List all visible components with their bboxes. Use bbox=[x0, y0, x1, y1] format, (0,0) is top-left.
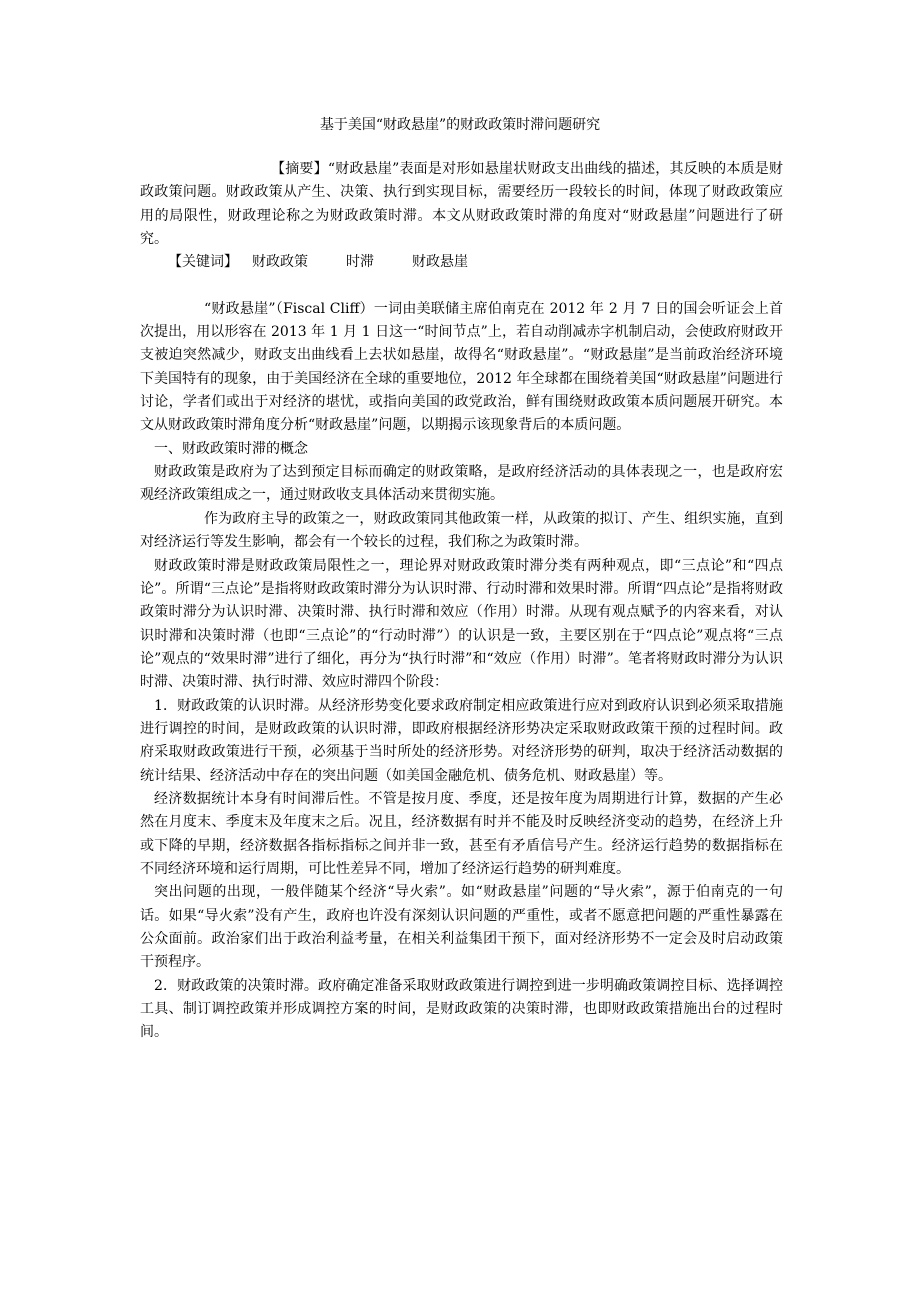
document-title: 基于美国“财政悬崖”的财政政策时滞问题研究 bbox=[319, 117, 601, 133]
keyword-item: 财政悬崖 bbox=[412, 254, 468, 271]
spacer bbox=[140, 275, 783, 298]
abstract-paragraph: 【摘要】“财政悬崖”表面是对形如悬崖状财政支出曲线的描述，其反映的本质是财政政策问题。财政政策从产生、决策、执行到实现目标，需要经历一段较长的时间，体现了财政政策应用的局限性，财政理论称之为财政政策时滞。本文从财政政策时滞的角度对“财政悬崖”问题进行了研究。 bbox=[140, 161, 783, 248]
keywords-line bbox=[140, 251, 783, 274]
keywords-label: 【关键词】 bbox=[168, 254, 238, 271]
keyword-item: 时滞 bbox=[346, 254, 374, 271]
body-paragraph: 财政政策时滞是财政政策局限性之一，理论界对财政政策时滞分类有两种观点，即“三点论”和“四点论”。所谓“三点论”是指将财政政策时滞分为认识时滞、行动时滞和效果时滞。所谓“四点论”是指将财政政策时滞分为认识时滞、决策时滞、执行时滞和效应（作用）时滞。从现有观点赋予的内容来看，对认识时滞和决策时滞（也即“三点论”的“行动时滞”）的认识是一致，主要区别在于“四点论”观点将“三点论”观点的“效果时滞”进行了细化，再分为“执行时滞”和“效应（作用）时滞”。笔者将财政时滞分为认识时滞、决策时滞、执行时滞、效应时滞四个阶段： bbox=[140, 557, 783, 691]
body-paragraph: 作为政府主导的政策之一，财政政策同其他政策一样，从政策的拟订、产生、组织实施，直到对经济运行等发生影响，都会有一个较长的过程，我们称之为政策时滞。 bbox=[140, 510, 783, 551]
body-paragraph: 财政政策是政府为了达到预定目标而确定的财政策略，是政府经济活动的具体表现之一，也是政府宏观经济政策组成之一，通过财政收支具体活动来贯彻实施。 bbox=[140, 464, 783, 504]
intro-paragraph: “财政悬崖”（Fiscal Cliff）一词由美联储主席伯南克在 2012 年 2 月 7 日的国会听证会上首次提出，用以形容在 2013 年 1 月 1 日这一“时间节点”上，若自动削减赤字机制启动，会使政府财政开支被迫突然减少，财政支出曲线看上去状如悬崖，故得名“财政悬崖”。“财政悬崖”是当前政治经济环境下美国特有的现象，由于美国经济在全球的重要地位，2012 年全球都在围绕着美国“财政悬崖”问题进行讨论，学者们或出于对经济的堪忧，或指向美国的政党政治，鲜有围绕财政政策本质问题展开研究。本文从财政政策时滞角度分析“财政悬崖”问题，以期揭示该现象背后的本质问题。 bbox=[140, 300, 783, 434]
body-paragraph: 1．财政政策的认识时滞。从经济形势变化要求政府制定相应政策进行应对到政府认识到必须采取措施进行调控的时间，是财政政策的认识时滞，即政府根据经济形势决定采取财政政策干预的过程时间。政府采取财政政策进行干预，必须基于当时所处的经济形势。对经济形势的研判，取决于经济活动数据的统计结果、经济活动中存在的突出问题（如美国金融危机、债务危机、财政悬崖）等。 bbox=[140, 697, 783, 784]
body-paragraph: 经济数据统计本身有时间滞后性。不管是按月度、季度，还是按年度为周期进行计算，数据的产生必然在月度末、季度末及年度末之后。况且，经济数据有时并不能及时反映经济变动的趋势，在经济上升或下降的早期，经济数据各指标指标之间并非一致，甚至有矛盾信号产生。经济运行趋势的数据指标在不同经济环境和运行周期，可比性差异不同，增加了经济运行趋势的研判难度。 bbox=[140, 790, 783, 877]
section-heading: 一、财政政策时滞的概念 bbox=[154, 440, 308, 457]
body-paragraph: 突出问题的出现，一般伴随某个经济“导火索”。如“财政悬崖”问题的“导火索”，源于伯南克的一句话。如果“导火索”没有产生，政府也许没有深刻认识问题的严重性，或者不愿意把问题的严重性暴露在公众面前。政治家们出于政治利益考量，在相关利益集团干预下，面对经济形势不一定会及时启动政策干预程序。 bbox=[140, 884, 783, 971]
keyword-item: 财政政策 bbox=[252, 254, 308, 271]
body-paragraph: 2．财政政策的决策时滞。政府确定准备采取财政政策进行调控到进一步明确政策调控目标、选择调控工具、制订调控政策并形成调控方案的时间，是财政政策的决策时滞，也即财政政策措施出台的过程时间。 bbox=[140, 977, 783, 1041]
document-body bbox=[140, 158, 783, 1045]
